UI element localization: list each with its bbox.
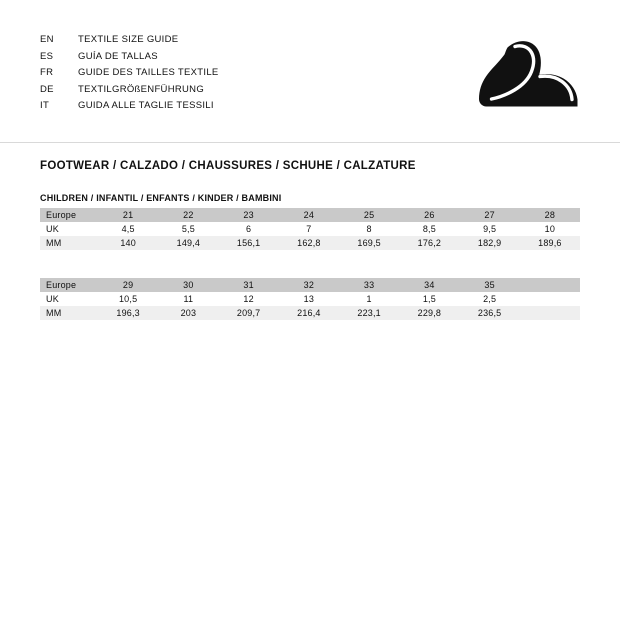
page-title: FOOTWEAR / CALZADO / CHAUSSURES / SCHUHE / CALZATURE [40,160,416,172]
table-cell: 34 [399,278,459,292]
table-cell: 30 [158,278,218,292]
table-row [40,222,580,236]
language-table [40,32,219,115]
table-cell: 8,5 [399,222,459,236]
table-cell: 169,5 [339,236,399,250]
table-cell: 156,1 [219,236,279,250]
language-code: DE [40,83,54,95]
language-row [40,32,219,49]
table-cell: 223,1 [339,306,399,320]
table-cell: 28 [520,208,580,222]
table-row [40,292,580,306]
row-label: Europe [40,208,98,222]
size-table-children-large [40,278,580,320]
table-cell: 24 [279,208,339,222]
language-code: FR [40,67,54,79]
table-cell-empty [520,278,580,292]
language-label: TEXTILE SIZE GUIDE [78,34,179,45]
table-cell: 176,2 [399,236,459,250]
language-label: TEXTILGRÖßENFÜHRUNG [78,83,205,95]
table-cell: 35 [460,278,520,292]
table-cell: 236,5 [460,306,520,320]
language-code: EN [40,34,54,45]
table-cell: 33 [339,278,399,292]
table-cell: 2,5 [460,292,520,306]
table-cell: 13 [279,292,339,306]
row-label: UK [40,292,98,306]
table-cell: 12 [219,292,279,306]
table-cell: 31 [219,278,279,292]
table-cell: 229,8 [399,306,459,320]
table-cell: 9,5 [460,222,520,236]
language-row [40,82,219,99]
table-cell: 7 [279,222,339,236]
table-cell-empty [520,292,580,306]
table-cell: 32 [279,278,339,292]
shoe-icon [466,38,586,116]
table-cell: 203 [158,306,218,320]
table-cell: 196,3 [98,306,158,320]
language-code: IT [40,100,50,112]
row-label: MM [40,236,98,250]
table-cell: 1,5 [399,292,459,306]
table-cell: 4,5 [98,222,158,236]
table-row [40,306,580,320]
table-cell: 209,7 [219,306,279,320]
language-row [40,49,219,66]
language-label: GUIDA ALLE TAGLIE TESSILI [78,100,214,112]
table-cell: 23 [219,208,279,222]
table-cell: 27 [460,208,520,222]
language-code: ES [40,50,54,62]
table-cell-empty [520,306,580,320]
table-cell: 216,4 [279,306,339,320]
table-cell: 29 [98,278,158,292]
table-cell: 11 [158,292,218,306]
table-cell: 21 [98,208,158,222]
table-cell: 189,6 [520,236,580,250]
table-cell: 10 [520,222,580,236]
table-row [40,208,580,222]
row-label: MM [40,306,98,320]
table-cell: 6 [219,222,279,236]
table-cell: 22 [158,208,218,222]
header-divider [0,142,620,143]
row-label: Europe [40,278,98,292]
table-cell: 26 [399,208,459,222]
table-cell: 10,5 [98,292,158,306]
table-cell: 140 [98,236,158,250]
table-cell: 182,9 [460,236,520,250]
table-cell: 149,4 [158,236,218,250]
size-table-children-small [40,208,580,250]
language-row [40,65,219,82]
row-label: UK [40,222,98,236]
table-row [40,278,580,292]
table-cell: 5,5 [158,222,218,236]
table-cell: 25 [339,208,399,222]
table-row [40,236,580,250]
language-label: GUÍA DE TALLAS [78,50,158,62]
table-cell: 162,8 [279,236,339,250]
table-cell: 1 [339,292,399,306]
section-subtitle: CHILDREN / INFANTIL / ENFANTS / KINDER / BAMBINI [40,193,282,203]
language-label: GUIDE DES TAILLES TEXTILE [78,67,219,79]
language-row [40,98,219,115]
table-cell: 8 [339,222,399,236]
